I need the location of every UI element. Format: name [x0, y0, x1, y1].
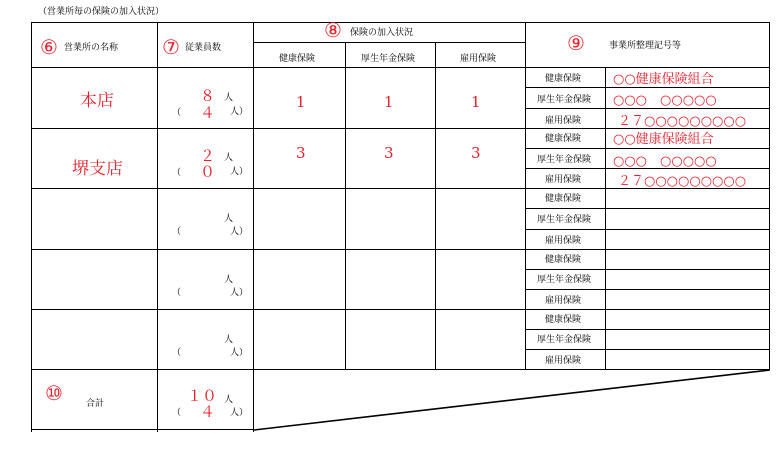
paren-open: （	[172, 288, 182, 298]
office-name: 本店	[80, 91, 114, 111]
header-pension: 厚生年金保険	[361, 54, 416, 64]
marker-7: ⑦	[162, 35, 180, 59]
reg-label: 厚生年金保険	[537, 95, 592, 105]
header-insurance: 保険の加入状況	[350, 28, 414, 38]
staff-total: ８	[200, 87, 216, 105]
reg-label: 健康保険	[545, 74, 582, 84]
status-health: 3	[296, 144, 306, 162]
paren-open: （	[172, 408, 182, 418]
reg-label: 健康保険	[545, 194, 582, 204]
paren-open: （	[172, 108, 182, 118]
reg-value: ２７○○○○○○○○○	[618, 174, 747, 189]
form-caption: （営業所毎の保険の加入状況）	[38, 7, 165, 17]
staff-sub: ４	[200, 104, 216, 122]
reg-label: 健康保険	[545, 134, 582, 144]
diagonal-line	[254, 370, 770, 430]
marker-6: ⑥	[40, 35, 58, 59]
status-pension: 1	[384, 93, 394, 111]
marker-10: ⑩	[45, 381, 63, 405]
paren-close: 人）	[230, 167, 249, 177]
unit-label: 人	[224, 275, 234, 285]
paren-close: 人）	[230, 408, 249, 418]
reg-label: 厚生年金保険	[537, 335, 592, 345]
header-office-name: 営業所の名称	[64, 43, 119, 53]
marker-9: ⑨	[567, 31, 585, 55]
reg-value: ２７○○○○○○○○○	[618, 114, 747, 129]
reg-label: 健康保険	[545, 315, 582, 325]
reg-label: 健康保険	[545, 255, 582, 265]
marker-8: ⑧	[324, 18, 342, 42]
status-pension: 3	[384, 144, 394, 162]
reg-label: 雇用保険	[545, 236, 582, 246]
paren-close: 人）	[230, 107, 249, 117]
unit-label: 人	[224, 395, 234, 405]
reg-value: ○○健康保険組合	[613, 72, 714, 87]
reg-label: 厚生年金保険	[537, 155, 592, 165]
reg-label: 厚生年金保険	[537, 275, 592, 285]
office-name: 堺支店	[72, 159, 123, 179]
paren-open: （	[172, 227, 182, 237]
total-label: 合計	[86, 399, 105, 409]
header-staff: 従業員数	[185, 43, 222, 53]
staff-total: ２	[200, 147, 216, 165]
reg-label: 雇用保険	[545, 116, 582, 126]
total-staff-sub: ４	[200, 403, 216, 421]
unit-label: 人	[224, 93, 234, 103]
paren-open: （	[172, 348, 182, 358]
reg-value: ○○健康保険組合	[613, 132, 714, 147]
unit-label: 人	[224, 214, 234, 224]
staff-sub: ０	[200, 163, 216, 181]
status-employment: 3	[471, 144, 481, 162]
paren-open: （	[172, 168, 182, 178]
header-registration: 事業所整理記号等	[609, 41, 682, 51]
unit-label: 人	[224, 153, 234, 163]
header-employment: 雇用保険	[460, 54, 497, 64]
total-staff: １０	[187, 387, 218, 405]
reg-label: 厚生年金保険	[537, 215, 592, 225]
reg-label: 雇用保険	[545, 175, 582, 185]
header-health: 健康保険	[279, 54, 316, 64]
reg-label: 雇用保険	[545, 356, 582, 366]
reg-label: 雇用保険	[545, 296, 582, 306]
paren-close: 人）	[230, 288, 249, 298]
unit-label: 人	[224, 335, 234, 345]
reg-value: ○○○ ○○○○○	[613, 154, 717, 169]
reg-value: ○○○ ○○○○○	[613, 93, 717, 108]
paren-close: 人）	[230, 227, 249, 237]
paren-close: 人）	[230, 348, 249, 358]
status-health: 1	[296, 93, 306, 111]
status-employment: 1	[471, 93, 481, 111]
